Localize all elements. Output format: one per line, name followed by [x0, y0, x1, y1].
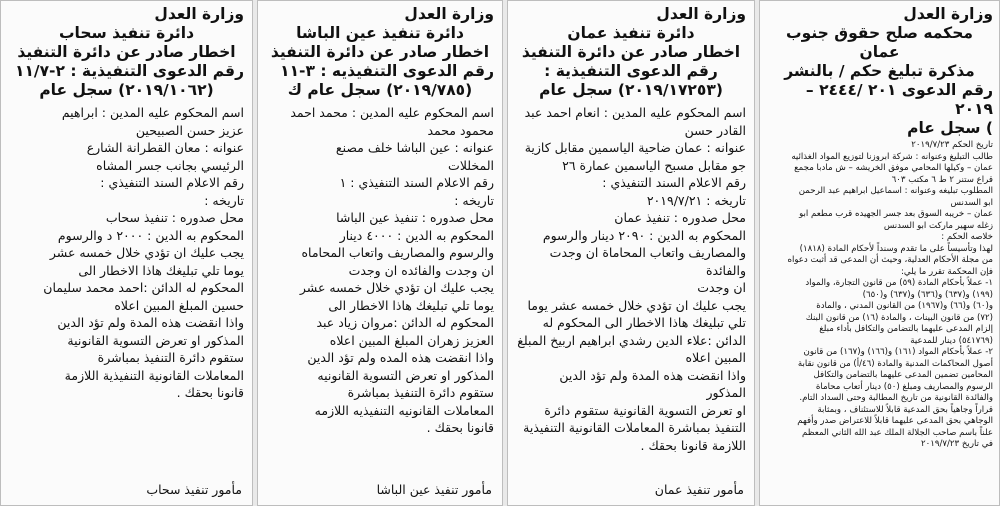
body-line: المطلوب تبليغه وعنوانه : اسماعيل ابراهيم عبد الرحمن: [798, 186, 993, 196]
signature: مأمور تنفيذ عين الباشا: [376, 482, 492, 497]
case-number-label: رقم الدعوى التنفيذية :: [544, 62, 718, 80]
body-line: واذا انقضت هذه المده ولم تؤد الدين: [307, 350, 494, 365]
body-line: تاريخه : ٢٠١٩/٧/٢١: [646, 192, 746, 208]
judgment-body: [766, 140, 993, 451]
body-line: لهذا وتأسيساً على ما تقدم وسنداً لأحكام المادة (١٨١٨): [799, 243, 993, 254]
body-line: المحكوم له الدائن :مروان زياد عبد: [316, 315, 494, 330]
body-line: المخللات: [448, 157, 494, 173]
body-line: والرسوم والمصاريف واتعاب المحاماه: [301, 245, 494, 260]
notice-body: [516, 104, 746, 454]
body-line: الرئيسي بجانب جسر المشاه: [96, 157, 244, 173]
body-line: العزيز زهران المبلغ المبين اعلاه: [329, 332, 494, 348]
case-number: رقم الدعوى التنفيذية : ٢-١١/٧: [14, 62, 244, 80]
body-line: المحكوم به الدين : ٢٠٩٠ دينار والرسوم: [542, 227, 746, 243]
body-line: (٧٢) من قانون البينات ، والمادة (١٦) من قانون البنك: [805, 312, 993, 323]
body-line: محل صدوره : تنفيذ عمان: [614, 210, 746, 225]
body-line: والمصاريف واتعاب المحاماة ان وجدت والفائدة: [549, 245, 746, 278]
body-line: اسم المحكوم عليه المدين : ابراهيم: [61, 105, 244, 120]
body-line: ان وجدت: [697, 280, 746, 295]
body-line: يجب عليك ان تؤدي خلال خمسه عشر يوما: [527, 297, 746, 313]
notice-sahab-execution: [0, 0, 253, 506]
body-line: قراراً وجاهياً بحق المدعية قابلاً للاستئناف ، وبمثابة: [817, 404, 993, 415]
body-line: رقم الاعلام السند التنفيذي :: [602, 175, 746, 190]
body-line: تاريخ الحكم ٢٠١٩/٧/٢٣: [911, 140, 993, 150]
body-line: الرسوم والمصاريف ومبلغ (٥٠) دينار أتعاب محاماة: [815, 381, 993, 392]
body-line: ١- عملاً بأحكام المادة (٥٩) من قانون التجارة، والمواد: [805, 278, 993, 288]
body-line: عمان – وكيلها المحامي موفق الخريشه – ش مادبا مجمع: [794, 163, 993, 173]
notice-body: [266, 104, 494, 437]
body-line: رقم الاعلام السند التنفيذي : ١: [339, 175, 494, 190]
body-line: حسين المبلغ المبين اعلاه: [114, 297, 244, 313]
notice-ein-albasha-execution: [257, 0, 503, 506]
body-line: المحكوم به الدين : ٢٠٠٠ د والرسوم: [57, 227, 244, 243]
body-line: رقم الاعلام السند التنفيذي :: [100, 175, 244, 190]
body-line: قانونا بحقك .: [426, 420, 494, 435]
body-line: زغله سهير ماركت ابو السدنس: [883, 220, 993, 231]
body-line: يوما تلي تبليغك هاذا الاخطار الى: [78, 262, 244, 278]
body-line: المحامين تضمين المدعى عليهما بالتضامن والتكافل: [813, 370, 993, 380]
body-line: محل صدوره : تنفيذ سحاب: [105, 210, 244, 225]
body-line: يجب عليك ان تؤدي خلال خمسه عشر: [299, 280, 494, 295]
notice-amman-execution: [507, 0, 755, 506]
body-line: ٢- عملاً بأحكام المواد (١٦١) و(١٦٦) و(١٦٧) من قانون: [803, 347, 993, 357]
notice-type: اخطار صادر عن دائرة التنفيذ: [17, 43, 236, 61]
body-line: المذكور او تعرض التسوية القانونية: [67, 332, 244, 348]
body-line: ان وجدت والفائده ان وجدت: [348, 262, 494, 278]
body-line: عمان – خريبه السوق بعد جسر الجهيده قرب مطعم ابو: [799, 209, 993, 219]
ministry-heading: وزارة العدل: [404, 5, 494, 23]
body-line: و(٦٠) و(٦٦) و(١٩٦٧) من القانون المدني ، والمادة: [816, 301, 993, 311]
body-line: محل صدوره : تنفيذ عين الباشا: [336, 210, 494, 225]
notice-type: اخطار صادر عن دائرة التنفيذ: [270, 43, 490, 61]
body-line: عنوانه : عين الباشا خلف مصنع: [335, 140, 494, 155]
notice-type: اخطار صادر عن دائرة التنفيذ: [521, 43, 741, 61]
body-line: واذا انقضت هذه المدة ولم تؤد الدين: [57, 315, 244, 330]
body-line: في تاريخ ٢٠١٩/٧/٢٣: [921, 439, 993, 449]
notice-body: [9, 104, 244, 402]
body-line: اللازمة قانونا بحقك .: [640, 437, 746, 453]
body-line: يجب عليك ان تؤدي خلال خمسه عشر: [49, 245, 244, 260]
body-line: المحكوم له الدائن :احمد محمد سليمان: [43, 280, 244, 295]
body-line: القادر حسن: [684, 122, 746, 138]
body-line: ابو السدنس: [950, 197, 993, 208]
body-line: يوما تلي تبليغك هاذا الاخطار الى: [328, 297, 494, 313]
body-line: من مجلة الأحكام العدلية، وحيث أن المدعى قد أثبت دعواه: [787, 255, 993, 265]
body-line: الدائن :علاء الدين رشدي ابراهيم اربيخ المبلغ: [517, 332, 746, 348]
body-line: محمود محمد: [427, 122, 494, 138]
notice-type: مذكرة تبليغ حكم / بالنشر: [784, 62, 975, 80]
signature: مأمور تنفيذ عمان: [654, 482, 744, 497]
body-line: واذا انقضت هذه المدة ولم تؤد الدين المذكور: [559, 367, 746, 400]
body-line: المعاملات القانونية التنفيذية اللازمة: [64, 367, 244, 383]
body-line: طالب التبليغ وعنوانه : شركة ابروزنا لتوزيع المواد الغذائيه: [791, 151, 993, 162]
body-line: المحكوم به الدين : ٤٠٠٠ دينار: [339, 227, 494, 243]
department-name: دائرة تنفيذ عمان: [567, 24, 695, 42]
body-line: إلزام المدعى عليهما بالتضامن والتكافل بأداء مبلغ: [819, 324, 993, 334]
case-register: (٢٠١٩/١٠٦٢) سجل عام: [39, 81, 214, 99]
body-line: عنوانه : معان القطرانة الشارع: [86, 140, 244, 155]
body-line: فإن المحكمة تقرر ما يلي:: [901, 266, 993, 277]
body-line: التنفيذ بمباشرة المعاملات القانونية التنفيذية: [523, 420, 746, 435]
notice-south-amman-court: [759, 0, 1000, 506]
ministry-heading: وزارة العدل: [903, 5, 993, 23]
body-line: تاريخه :: [454, 192, 494, 208]
body-line: أصول المحاكمات المدنية والمادة (٤٦/أ) من قانون نقابة: [797, 358, 993, 369]
body-line: ستقوم دائرة التنفيذ بمباشرة: [97, 350, 244, 365]
body-line: والفائدة القانونية من تاريخ المطالبة وحتى السداد التام.: [799, 393, 993, 403]
body-line: المبين اعلاه: [685, 350, 746, 365]
case-register: ) سجل عام: [907, 119, 993, 137]
department-name: دائرة تنفيذ عين الباشا: [296, 24, 464, 42]
ministry-heading: وزارة العدل: [656, 5, 746, 23]
court-name: محكمه صلح حقوق جنوب عمان: [786, 24, 973, 61]
body-line: تلي تبليغك هاذا الاخطار الى المحكوم له: [542, 315, 746, 330]
department-name: دائرة تنفيذ سحاب: [58, 24, 195, 42]
body-line: المذكور او تعرض التسوية القانونيه: [317, 367, 494, 383]
body-line: (١٩٩) و(٦٣٧) و(٦٣٦) و(٦٣٧) و(٦٥٠): [862, 289, 993, 300]
ministry-heading: وزارة العدل: [154, 5, 244, 23]
body-line: المعاملات القانونيه التنفيذيه اللازمه: [314, 402, 494, 418]
body-line: خلاصه الحكم :: [941, 232, 993, 242]
case-number: رقم الدعوى التنفيذيه : ٣-١١: [280, 62, 494, 80]
case-register: (٢٠١٩/٧٨٥) سجل عام ك: [287, 81, 473, 99]
signature: مأمور تنفيذ سحاب: [146, 482, 242, 497]
body-line: قانونا بحقك .: [176, 385, 244, 400]
body-line: تاريخه :: [204, 192, 244, 208]
body-line: الوجاهي بحق المدعى عليهما قابلاً للاعتراض صدر وأفهم: [797, 416, 993, 426]
body-line: ستقوم دائرة التنفيذ بمباشرة: [347, 385, 494, 400]
body-line: اسم المحكوم عليه المدين : محمد احمد: [290, 105, 494, 120]
body-line: عنوانه : عمان ضاحية الياسمين مقابل كازية: [524, 140, 746, 155]
body-line: او تعرض التسوية القانونية ستقوم دائرة: [544, 402, 746, 418]
body-line: قراع ستنر ٢ ط ٦ مكتب ٦٠٣: [891, 174, 993, 185]
body-line: اسم المحكوم عليه المدين : انعام احمد عبد: [524, 105, 746, 120]
body-line: عزيز حسن الصبيحين: [135, 122, 244, 138]
case-number: رقم الدعوى ٢٠١ /٢٤٤٤ – ٢٠١٩: [805, 81, 993, 118]
body-line: (٥٤١٧٦٩) دينار للمدعية: [910, 335, 993, 346]
case-register: (٢٠١٩/١٧٢٥٣) سجل عام: [539, 81, 723, 99]
body-line: جو مقابل مسبح الياسمين عمارة ٢٦: [562, 157, 746, 173]
body-line: علناً باسم صاحب الجلالة الملك عبد الله الثاني المعظم: [802, 427, 993, 438]
